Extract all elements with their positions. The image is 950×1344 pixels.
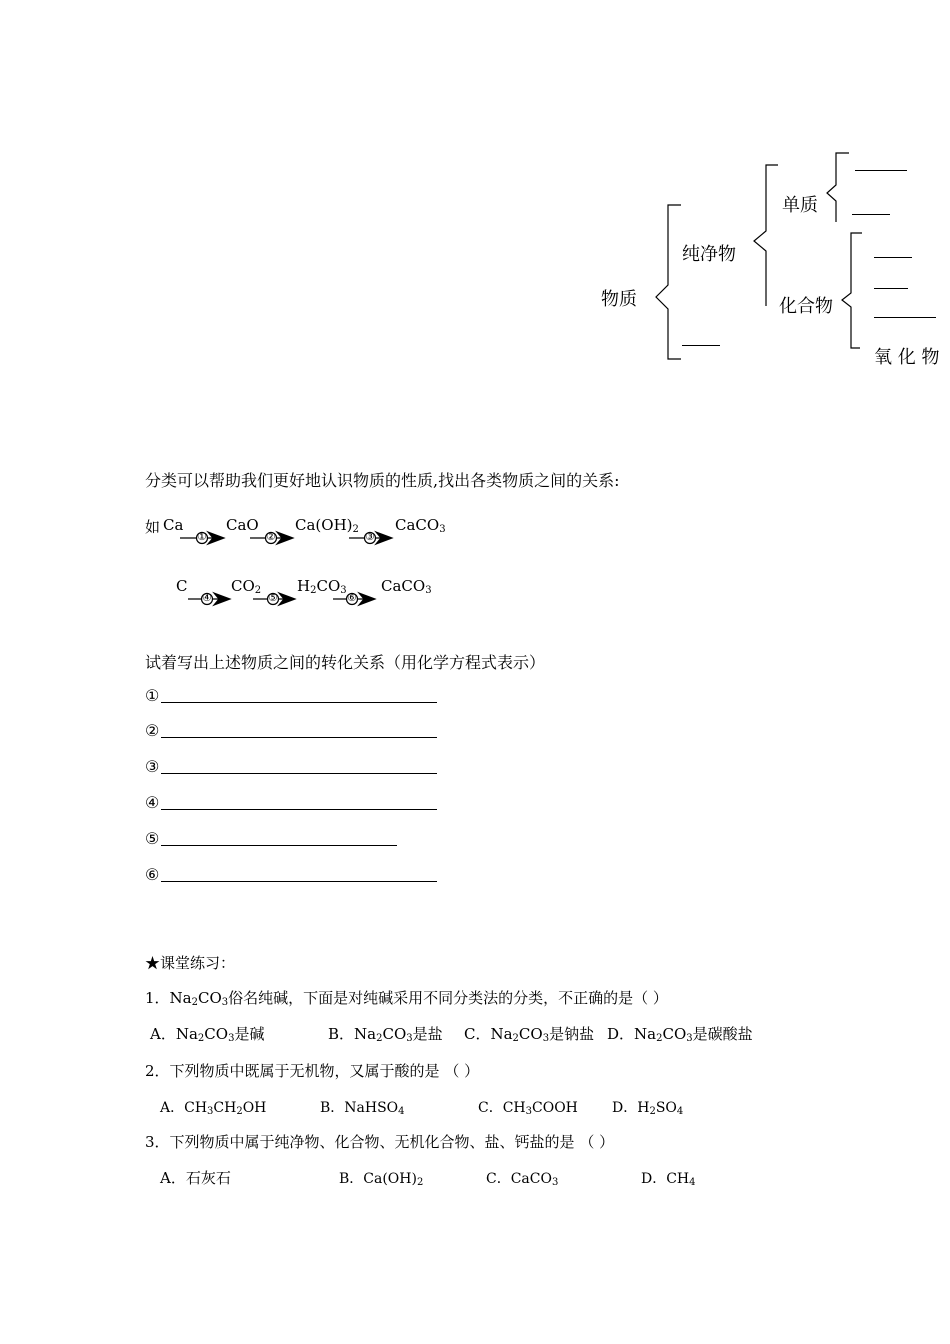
answer-1-line[interactable]	[161, 702, 437, 703]
exercise-heading: ★课堂练习：	[145, 954, 236, 972]
step-3-label: ③	[365, 530, 375, 543]
answer-4-line[interactable]	[161, 809, 437, 810]
q1-option-a[interactable]: A．$Na_2CO_3$是碱	[150, 1025, 265, 1044]
answer-1-number: ①	[145, 686, 160, 705]
substance-caco3-2: CaCO$_3$	[381, 577, 432, 596]
substance-h2co3: $H_2CO_3$	[297, 577, 347, 596]
tree-pure-label: 纯净物	[682, 244, 736, 265]
tree-compound-label: 化合物	[779, 296, 833, 317]
answer-3-number: ③	[145, 757, 160, 776]
q2-option-a[interactable]: A．$CH_3CH_2OH$	[160, 1100, 267, 1117]
substance-caoh2: $Ca(OH)_2$	[295, 516, 359, 535]
q2-option-d[interactable]: D．$H_2SO_4$	[612, 1100, 684, 1117]
question-2-stem: 2．下列物质中既属于无机物，又属于酸的是 （ ）	[145, 1062, 480, 1080]
q3-option-d[interactable]: D．$CH_4$	[641, 1171, 696, 1188]
step-1-label: ①	[197, 530, 207, 543]
q3-option-c[interactable]: C．CaCO$_3$	[486, 1171, 559, 1188]
q2-option-c[interactable]: C．$CH_3COOH$	[478, 1100, 578, 1117]
q1-option-d[interactable]: D．$Na_2CO_3$是碳酸盐	[607, 1025, 753, 1044]
substance-ca: Ca	[163, 516, 184, 534]
answer-2-line[interactable]	[161, 737, 437, 738]
substance-c: C	[176, 577, 188, 595]
tree-root-label: 物质	[601, 289, 637, 310]
step-6-label: ⑥	[347, 591, 357, 604]
question-3-stem: 3．下列物质中属于纯净物、化合物、无机化合物、盐、钙盐的是 （ ）	[145, 1133, 615, 1151]
answer-6-number: ⑥	[145, 865, 160, 884]
answer-5-number: ⑤	[145, 829, 160, 848]
answer-4-number: ④	[145, 793, 160, 812]
q2-option-b[interactable]: B．NaHSO$_4$	[320, 1100, 405, 1117]
intro-text: 分类可以帮助我们更好地认识物质的性质,找出各类物质之间的关系:	[145, 471, 620, 490]
tree-oxide-label: 氧 化 物	[874, 347, 940, 368]
question-1-stem: 1．$Na_2CO_3$俗名纯碱，下面是对纯碱采用不同分类法的分类，不正确的是（ ）	[145, 989, 668, 1008]
answer-5-line[interactable]	[161, 845, 397, 846]
q3-option-a[interactable]: A．石灰石	[160, 1169, 231, 1187]
chain1-prefix: 如	[145, 518, 161, 536]
substance-co2: $CO_2$	[231, 577, 262, 596]
answer-3-line[interactable]	[161, 773, 437, 774]
tree-element-label: 单质	[782, 195, 818, 216]
substance-caco3: CaCO$_3$	[395, 516, 446, 535]
q3-option-b[interactable]: B．$Ca(OH)_2$	[339, 1171, 424, 1188]
q1-option-b[interactable]: B．$Na_2CO_3$是盐	[328, 1025, 443, 1044]
instruction-text: 试着写出上述物质之间的转化关系（用化学方程式表示）	[145, 653, 546, 672]
answer-6-line[interactable]	[161, 881, 437, 882]
answer-2-number: ②	[145, 721, 160, 740]
substance-cao: CaO	[226, 516, 259, 534]
reaction-arrows	[0, 0, 950, 650]
step-4-label: ④	[202, 591, 212, 604]
q1-option-c[interactable]: C．$Na_2CO_3$是钠盐	[464, 1025, 595, 1044]
step-2-label: ②	[266, 530, 276, 543]
step-5-label: ⑤	[268, 591, 278, 604]
